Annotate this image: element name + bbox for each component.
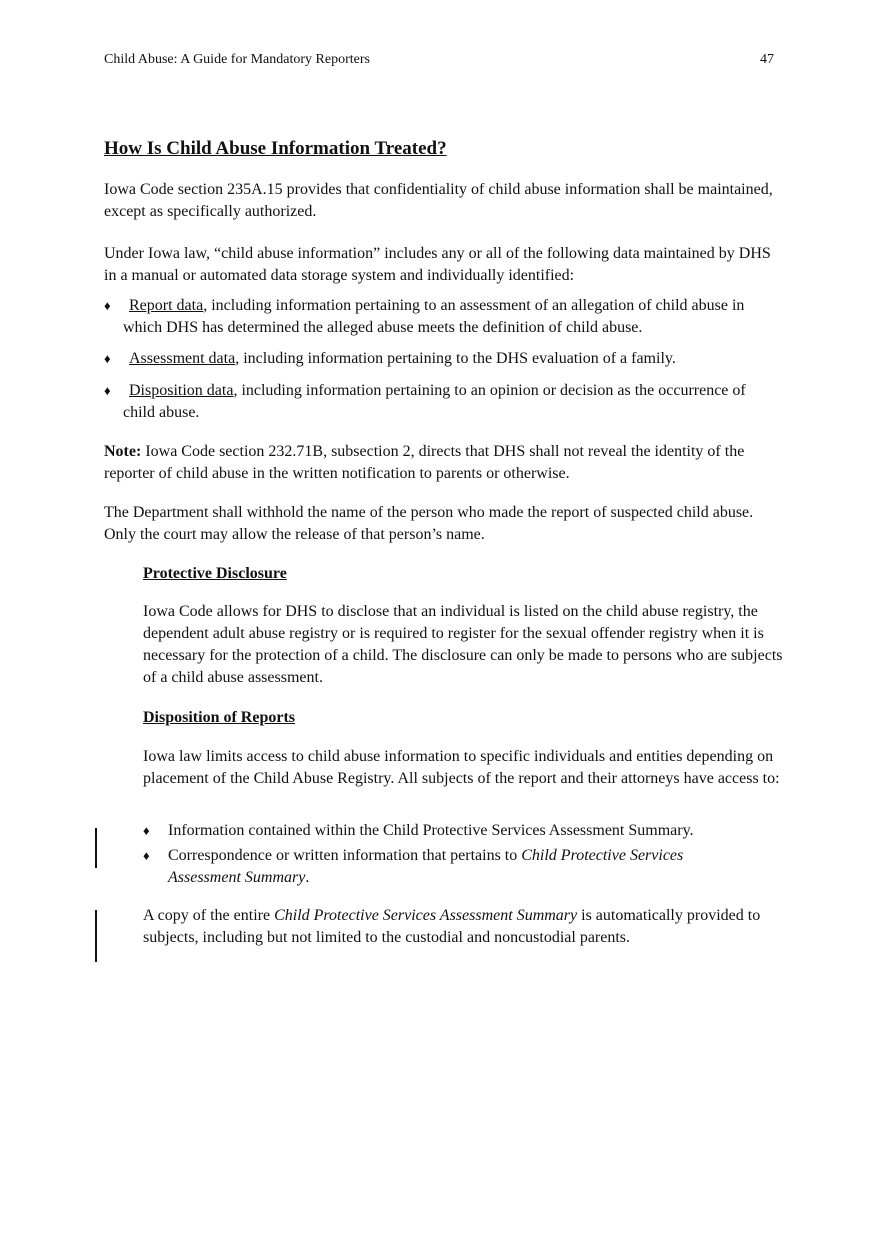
list-item — [104, 380, 780, 424]
section-heading: How Is Child Abuse Information Treated? — [104, 138, 447, 159]
text: . — [305, 869, 310, 886]
note-text: Iowa Code section 232.71B, subsection 2, directs that DHS shall not reveal the identity of the reporter of child abuse in the written notification to parents or otherwise. — [104, 443, 745, 482]
document-title: Child Protective Services Assessment Summary — [168, 847, 684, 886]
list-item — [143, 845, 743, 889]
text: A copy of the entire — [143, 907, 275, 924]
text: is automatically provided to subjects, including but not limited to the custodial and noncustodial parents. — [143, 907, 761, 946]
paragraph-confidentiality: Iowa Code section 235A.15 provides that confidentiality of child abuse information shall be maintained, except as specifically authorized. — [104, 181, 773, 220]
paragraph-protective-disclosure: Iowa Code allows for DHS to disclose that an individual is listed on the child abuse registry, the dependent adult abuse registry or is required to register for the sexual offender registry when it is necessary for the protection of a child. The disclosure can only be made to persons who are subjects of a child abuse assessment. — [143, 603, 783, 686]
subheading-protective-disclosure: Protective Disclosure — [143, 565, 287, 582]
change-bar — [95, 910, 97, 962]
page-number: 47 — [760, 52, 774, 67]
running-header: Child Abuse: A Guide for Mandatory Reporters — [104, 52, 370, 67]
change-bar — [95, 828, 97, 868]
list-item — [143, 820, 743, 842]
document-title: Child Protective Services Assessment Summary — [274, 907, 578, 924]
diamond-bullet-icon: ♦ — [143, 848, 150, 863]
text: Information contained within the Child Protective Services Assessment Summary. — [168, 822, 694, 839]
text: , including information pertaining to an assessment of an allegation of child abuse in which DHS has determined the alleged abuse meets the definition of child abuse. — [123, 297, 745, 336]
paragraph-definition: Under Iowa law, “child abuse information” includes any or all of the following data maintained by DHS in a manual or automated data storage system and individually identified: — [104, 245, 771, 284]
paragraph-disposition: Iowa law limits access to child abuse information to specific individuals and entities depending on placement of the Child Abuse Registry. All subjects of the report and their attorneys have access to: — [143, 748, 780, 787]
text: , including information pertaining to an opinion or decision as the occurrence of child abuse. — [123, 382, 746, 421]
term: Disposition data — [129, 382, 234, 399]
note-paragraph — [104, 441, 780, 485]
paragraph-copy-provided — [143, 905, 783, 949]
list-item — [104, 348, 780, 370]
diamond-bullet-icon: ♦ — [104, 351, 111, 366]
diamond-bullet-icon: ♦ — [104, 383, 111, 398]
text: , including information pertaining to the DHS evaluation of a family. — [235, 350, 676, 367]
term: Report data — [129, 297, 204, 314]
term: Assessment data — [129, 350, 236, 367]
paragraph-withhold-name: The Department shall withhold the name of the person who made the report of suspected child abuse. Only the court may allow the release of that person’s name. — [104, 504, 754, 543]
list-item — [104, 295, 780, 339]
diamond-bullet-icon: ♦ — [104, 298, 111, 313]
note-label: Note: — [104, 443, 142, 460]
diamond-bullet-icon: ♦ — [143, 823, 150, 838]
text: Correspondence or written information that pertains to — [168, 847, 522, 864]
subheading-disposition: Disposition of Reports — [143, 709, 296, 726]
